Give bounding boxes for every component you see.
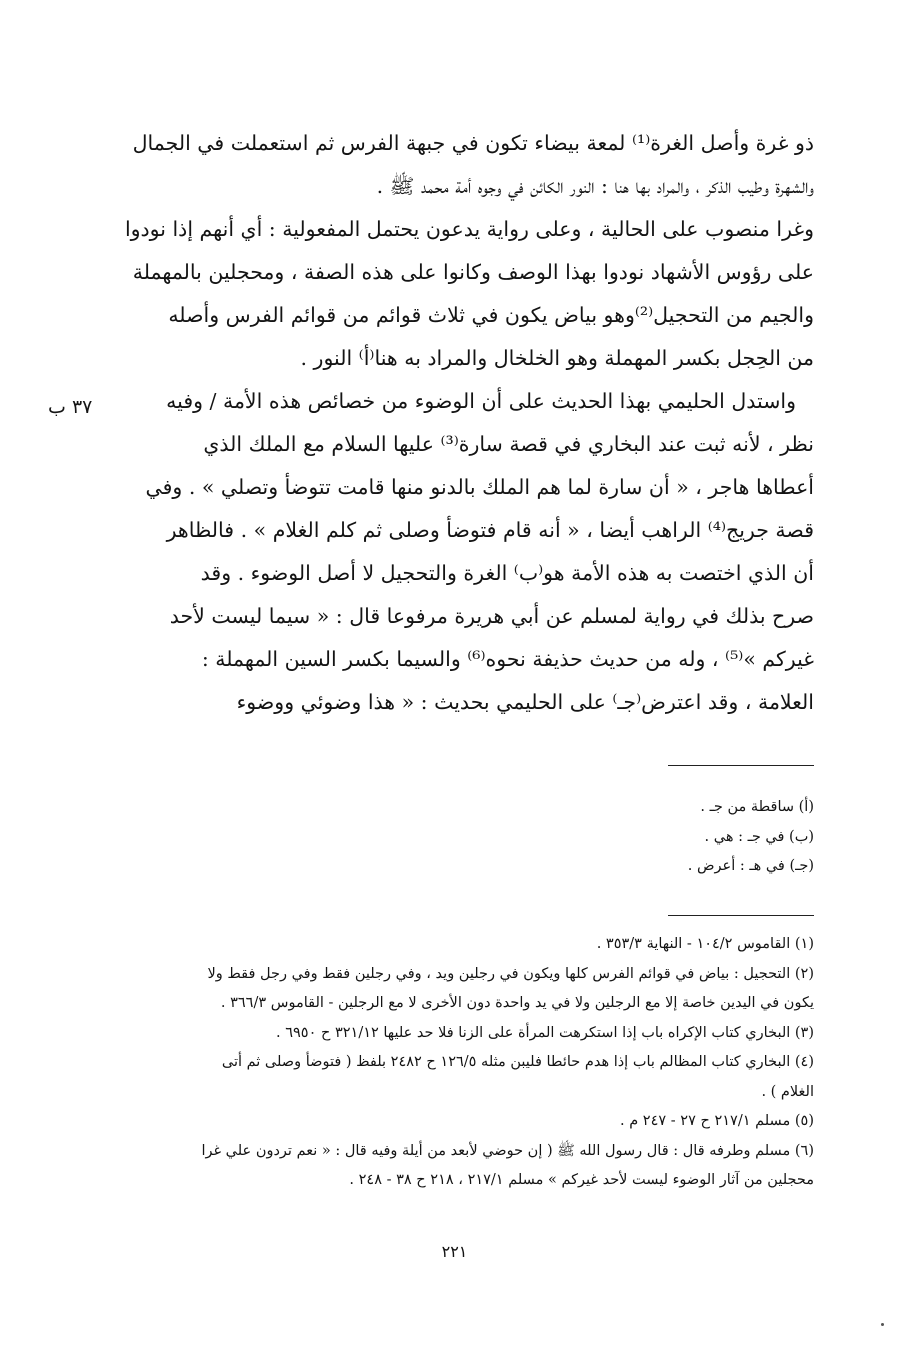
- main-text-line: وغرا منصوب على الحالية ، وعلى رواية يدعون يحتمل المفعولية : أي أنهم إذا نودوا: [124, 217, 814, 241]
- main-text-line: العلامة ، وقد اعترض⁽جـ⁾ على الحليمي بحديث : « هذا وضوئي ووضوء: [236, 690, 814, 714]
- variant-notes-rule: [668, 765, 814, 766]
- footnote-line: محجلين من آثار الوضوء ليست لأحد غيركم » مسلم ٢١٧/١ ، ٢١٨ ح ٣٨ - ٢٤٨ .: [349, 1172, 814, 1188]
- variant-note: (جـ) في هـ : أعرض .: [687, 858, 814, 874]
- main-text: [86, 122, 814, 724]
- scan-speck: [881, 1323, 884, 1326]
- variant-notes: [86, 793, 814, 882]
- footnote-line: (٢) التحجيل : بياض في قوائم الفرس كلها ويكون في رجلين ويد ، وفي رجلين فقط وفي رجل فقط ولا: [207, 965, 814, 982]
- main-text-line: من الحِجل بكسر المهملة وهو الخلخال والمراد به هنا⁽أ⁾ النور .: [300, 346, 814, 370]
- variant-note: (أ) ساقطة من جـ .: [700, 799, 814, 815]
- footnote-line: (٦) مسلم وطرفه قال : قال رسول الله ﷺ ( إن حوضي لأبعد من أيلة وفيه قال : « نعم تردون علي غرا: [201, 1142, 814, 1159]
- page-number: ٢٢١: [441, 1242, 468, 1261]
- main-text-line: صرح بذلك في رواية لمسلم عن أبي هريرة مرفوعا قال : « سيما ليست لأحد: [169, 604, 814, 628]
- footnote-line: الغلام ) .: [761, 1083, 814, 1100]
- footnote-line: (٣) البخاري كتاب الإكراه باب إذا استكرهت المرأة على الزنا فلا حد عليها ٣٢١/١٢ ح ٦٩٥٠ .: [276, 1024, 814, 1041]
- footnote-line: (١) القاموس ١٠٤/٢ - النهاية ٣٥٣/٣ .: [596, 936, 814, 952]
- footnote-line: (٥) مسلم ٢١٧/١ ح ٢٧ - ٢٤٧ م .: [619, 1113, 814, 1129]
- main-text-line: والجيم من التحجيل⁽²⁾وهو بياض يكون في ثلاث قوائم من قوائم الفرس وأصله: [168, 303, 814, 327]
- footnote-line: يكون في اليدين خاصة إلا مع الرجلين ولا في يد واحدة دون الأخرى لا مع الرجلين - القاموس ٣٦٦/٣ .: [220, 995, 814, 1011]
- variant-note: (ب) في جـ : هي .: [704, 828, 814, 845]
- footnotes-rule: [668, 915, 814, 916]
- main-text-line: والشهرة وطيب الذكر ، والمراد بها هنا : النور الكائن في وجوه أمة محمد ﷺ .: [376, 174, 814, 198]
- footnote-line: (٤) البخاري كتاب المظالم باب إذا هدم حائطا فليبن مثله ١٢٦/٥ ح ٢٤٨٢ بلفظ ( فتوضأ وصلى ثم أتى: [221, 1054, 814, 1070]
- main-text-line: نظر ، لأنه ثبت عند البخاري في قصة سارة⁽³⁾ عليها السلام مع الملك الذي: [203, 432, 814, 456]
- main-text-line: أن الذي اختصت به هذه الأمة هو⁽ب⁾ الغرة والتحجيل لا أصل الوضوء . وقد: [200, 561, 814, 585]
- main-text-line: غيركم »⁽⁵⁾ ، وله من حديث حذيفة نحوه⁽⁶⁾ والسيما بكسر السين المهملة :: [201, 647, 814, 671]
- margin-folio-note: ٣٧ ب: [48, 396, 93, 418]
- main-text-line: واستدل الحليمي بهذا الحديث على أن الوضوء من خصائص هذه الأمة / وفيه: [166, 389, 796, 413]
- main-text-line: قصة جريج⁽⁴⁾ الراهب أيضا ، « أنه قام فتوضأ وصلى ثم كلم الغلام » . فالظاهر: [166, 518, 814, 542]
- footnotes: [86, 930, 814, 1196]
- main-text-line: أعطاها هاجر ، « أن سارة لما هم الملك بالدنو منها قامت تتوضأ وتصلي » . وفي: [145, 475, 814, 499]
- main-text-line: ذو غرة وأصل الغرة⁽¹⁾ لمعة بيضاء تكون في جبهة الفرس ثم استعملت في الجمال: [132, 131, 814, 155]
- main-text-line: على رؤوس الأشهاد نودوا بهذا الوصف وكانوا على هذه الصفة ، ومحجلين بالمهملة: [132, 260, 814, 284]
